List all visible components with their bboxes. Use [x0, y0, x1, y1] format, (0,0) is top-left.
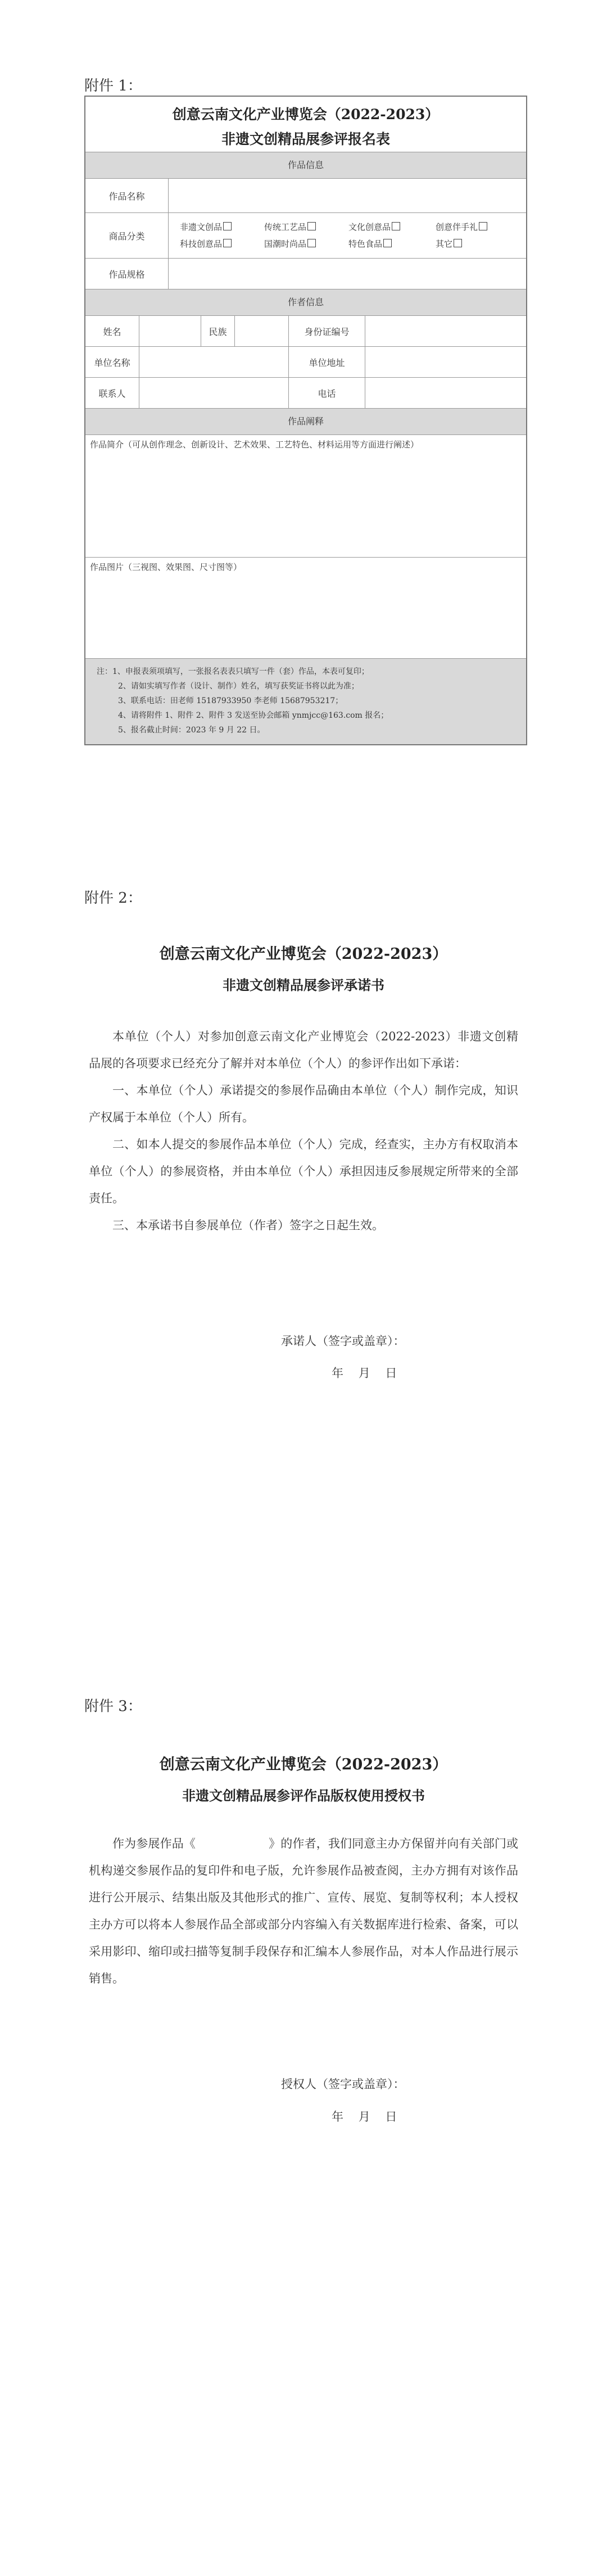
checkbox-icon[interactable]	[383, 239, 392, 247]
checkbox-icon[interactable]	[392, 222, 400, 230]
address-label: 单位地址	[289, 347, 365, 377]
checkbox-icon[interactable]	[223, 239, 232, 247]
category-option[interactable]: 其它	[436, 238, 462, 250]
work-name-label: 作品名称	[85, 179, 169, 212]
authorization-subtitle: 非遗文创精品展参评作品版权使用授权书	[182, 1787, 425, 1804]
address-field[interactable]	[365, 347, 526, 377]
intro-area[interactable]	[85, 435, 526, 558]
note-line: 4、请将附件 1、附件 2、附件 3 发送至协会邮箱 ynmjcc@163.com 报名；	[118, 711, 389, 720]
images-area[interactable]	[85, 558, 526, 659]
work-name-field[interactable]	[169, 179, 526, 212]
category-option[interactable]: 传统工艺品	[264, 221, 316, 233]
pledge-subtitle: 非遗文创精品展参评承诺书	[223, 977, 384, 993]
note-line: 注：1、申报表须项填写，一张报名表表只填写一件（套）作品，本表可复印；	[97, 667, 369, 676]
category-option[interactable]: 创意伴手礼	[436, 221, 487, 233]
phone-field[interactable]	[365, 378, 526, 408]
work-name-row	[85, 179, 526, 213]
category-option[interactable]: 文化创意品	[348, 221, 400, 233]
category-option[interactable]: 科技创意品	[180, 238, 232, 250]
category-row	[85, 213, 526, 259]
contact-label: 联系人	[85, 378, 139, 408]
attachment-3-label: 附件 3：	[84, 1698, 142, 1715]
org-label: 单位名称	[85, 347, 139, 377]
id-field[interactable]	[365, 316, 526, 346]
attachment-2-label: 附件 2：	[84, 890, 142, 907]
org-field[interactable]	[139, 347, 289, 377]
id-label: 身份证编号	[289, 316, 365, 346]
checkbox-icon[interactable]	[223, 222, 232, 230]
attachment-1-label: 附件 1：	[84, 78, 142, 94]
images-label: 作品图片（三视图、效果图、尺寸图等）	[90, 562, 242, 572]
pledge-paragraph: 三、本承诺书自参展单位（作者）签字之日起生效。	[112, 1219, 384, 1232]
category-option[interactable]: 国潮时尚品	[264, 238, 316, 250]
checkbox-icon[interactable]	[479, 222, 487, 230]
note-line: 3、联系电话：田老师 15187933950 李老师 15687953217；	[118, 696, 343, 705]
contact-row	[85, 378, 526, 409]
spec-label: 作品规格	[85, 259, 169, 289]
form-title-1: 创意云南文化产业博览会（2022-2023）	[172, 106, 440, 123]
contact-field[interactable]	[139, 378, 289, 408]
name-label: 姓名	[85, 316, 139, 346]
pledge-date: 年 月 日	[332, 1366, 397, 1380]
category-option[interactable]: 非遗文创品	[180, 221, 232, 233]
authorization-signer: 授权人（签字或盖章）：	[281, 2077, 405, 2091]
form-header	[85, 97, 526, 152]
category-options	[169, 213, 526, 258]
checkbox-icon[interactable]	[454, 239, 462, 247]
pledge-title: 创意云南文化产业博览会（2022-2023）	[159, 945, 448, 963]
spec-field[interactable]	[169, 259, 526, 289]
pledge-paragraph: 二、如本人提交的参展作品本单位（个人）完成，经查实，主办方有权取消本单位（个人）的参展资格，并由本单位（个人）承担因违反参展规定所带来的全部责任。	[89, 1138, 518, 1205]
checkbox-icon[interactable]	[307, 222, 316, 230]
note-line: 2、请如实填写作者（设计、制作）姓名，填写获奖证书将以此为准；	[118, 682, 359, 691]
pledge-paragraph: 本单位（个人）对参加创意云南文化产业博览会（2022-2023）非遗文创精品展的各项要求已经充分了解并对本单位（个人）的参评作出如下承诺：	[89, 1030, 518, 1070]
authorization-date: 年 月 日	[332, 2110, 397, 2124]
pledge-paragraph: 一、本单位（个人）承诺提交的参展作品确由本单位（个人）制作完成，知识产权属于本单位（个人）所有。	[89, 1084, 518, 1124]
pledge-body	[89, 1023, 518, 1239]
name-field[interactable]	[139, 316, 201, 346]
org-row	[85, 347, 526, 378]
checkbox-icon[interactable]	[307, 239, 316, 247]
category-option[interactable]: 特色食品	[348, 238, 392, 250]
phone-label: 电话	[289, 378, 365, 408]
category-label: 商品分类	[85, 213, 169, 258]
note-line: 5、报名截止时间：2023 年 9 月 22 日。	[118, 726, 265, 735]
pledge-signer: 承诺人（签字或盖章）：	[281, 1334, 405, 1348]
registration-form	[84, 96, 527, 745]
author-name-row	[85, 316, 526, 347]
authorization-title: 创意云南文化产业博览会（2022-2023）	[159, 1756, 448, 1773]
form-notes	[85, 659, 526, 744]
authorization-body	[89, 1830, 518, 1992]
section-author-info: 作者信息	[85, 289, 526, 316]
section-work-info: 作品信息	[85, 152, 526, 179]
authorization-paragraph: 作为参展作品《 》的作者，我们同意主办方保留并向有关部门或机构递交参展作品的复印件和电子版，允许参展作品被查阅，主办方拥有对该作品进行公开展示、结集出版及其他形式的推广、宣传、展览、复制等权利；本人授权主办方可以将本人参展作品全部或部分内容编入有关数据库进行检索、备案，可以采用影印、缩印或扫描等复制手段保存和汇编本人参展作品，对本人作品进行展示销售。	[89, 1837, 518, 1985]
form-title-2: 非遗文创精品展参评报名表	[221, 131, 390, 147]
section-work-intro: 作品阐释	[85, 409, 526, 435]
spec-row	[85, 259, 526, 289]
intro-label: 作品简介（可从创作理念、创新设计、艺术效果、工艺特色、材料运用等方面进行阐述）	[90, 440, 419, 450]
ethnic-label: 民族	[201, 316, 235, 346]
ethnic-field[interactable]	[235, 316, 289, 346]
